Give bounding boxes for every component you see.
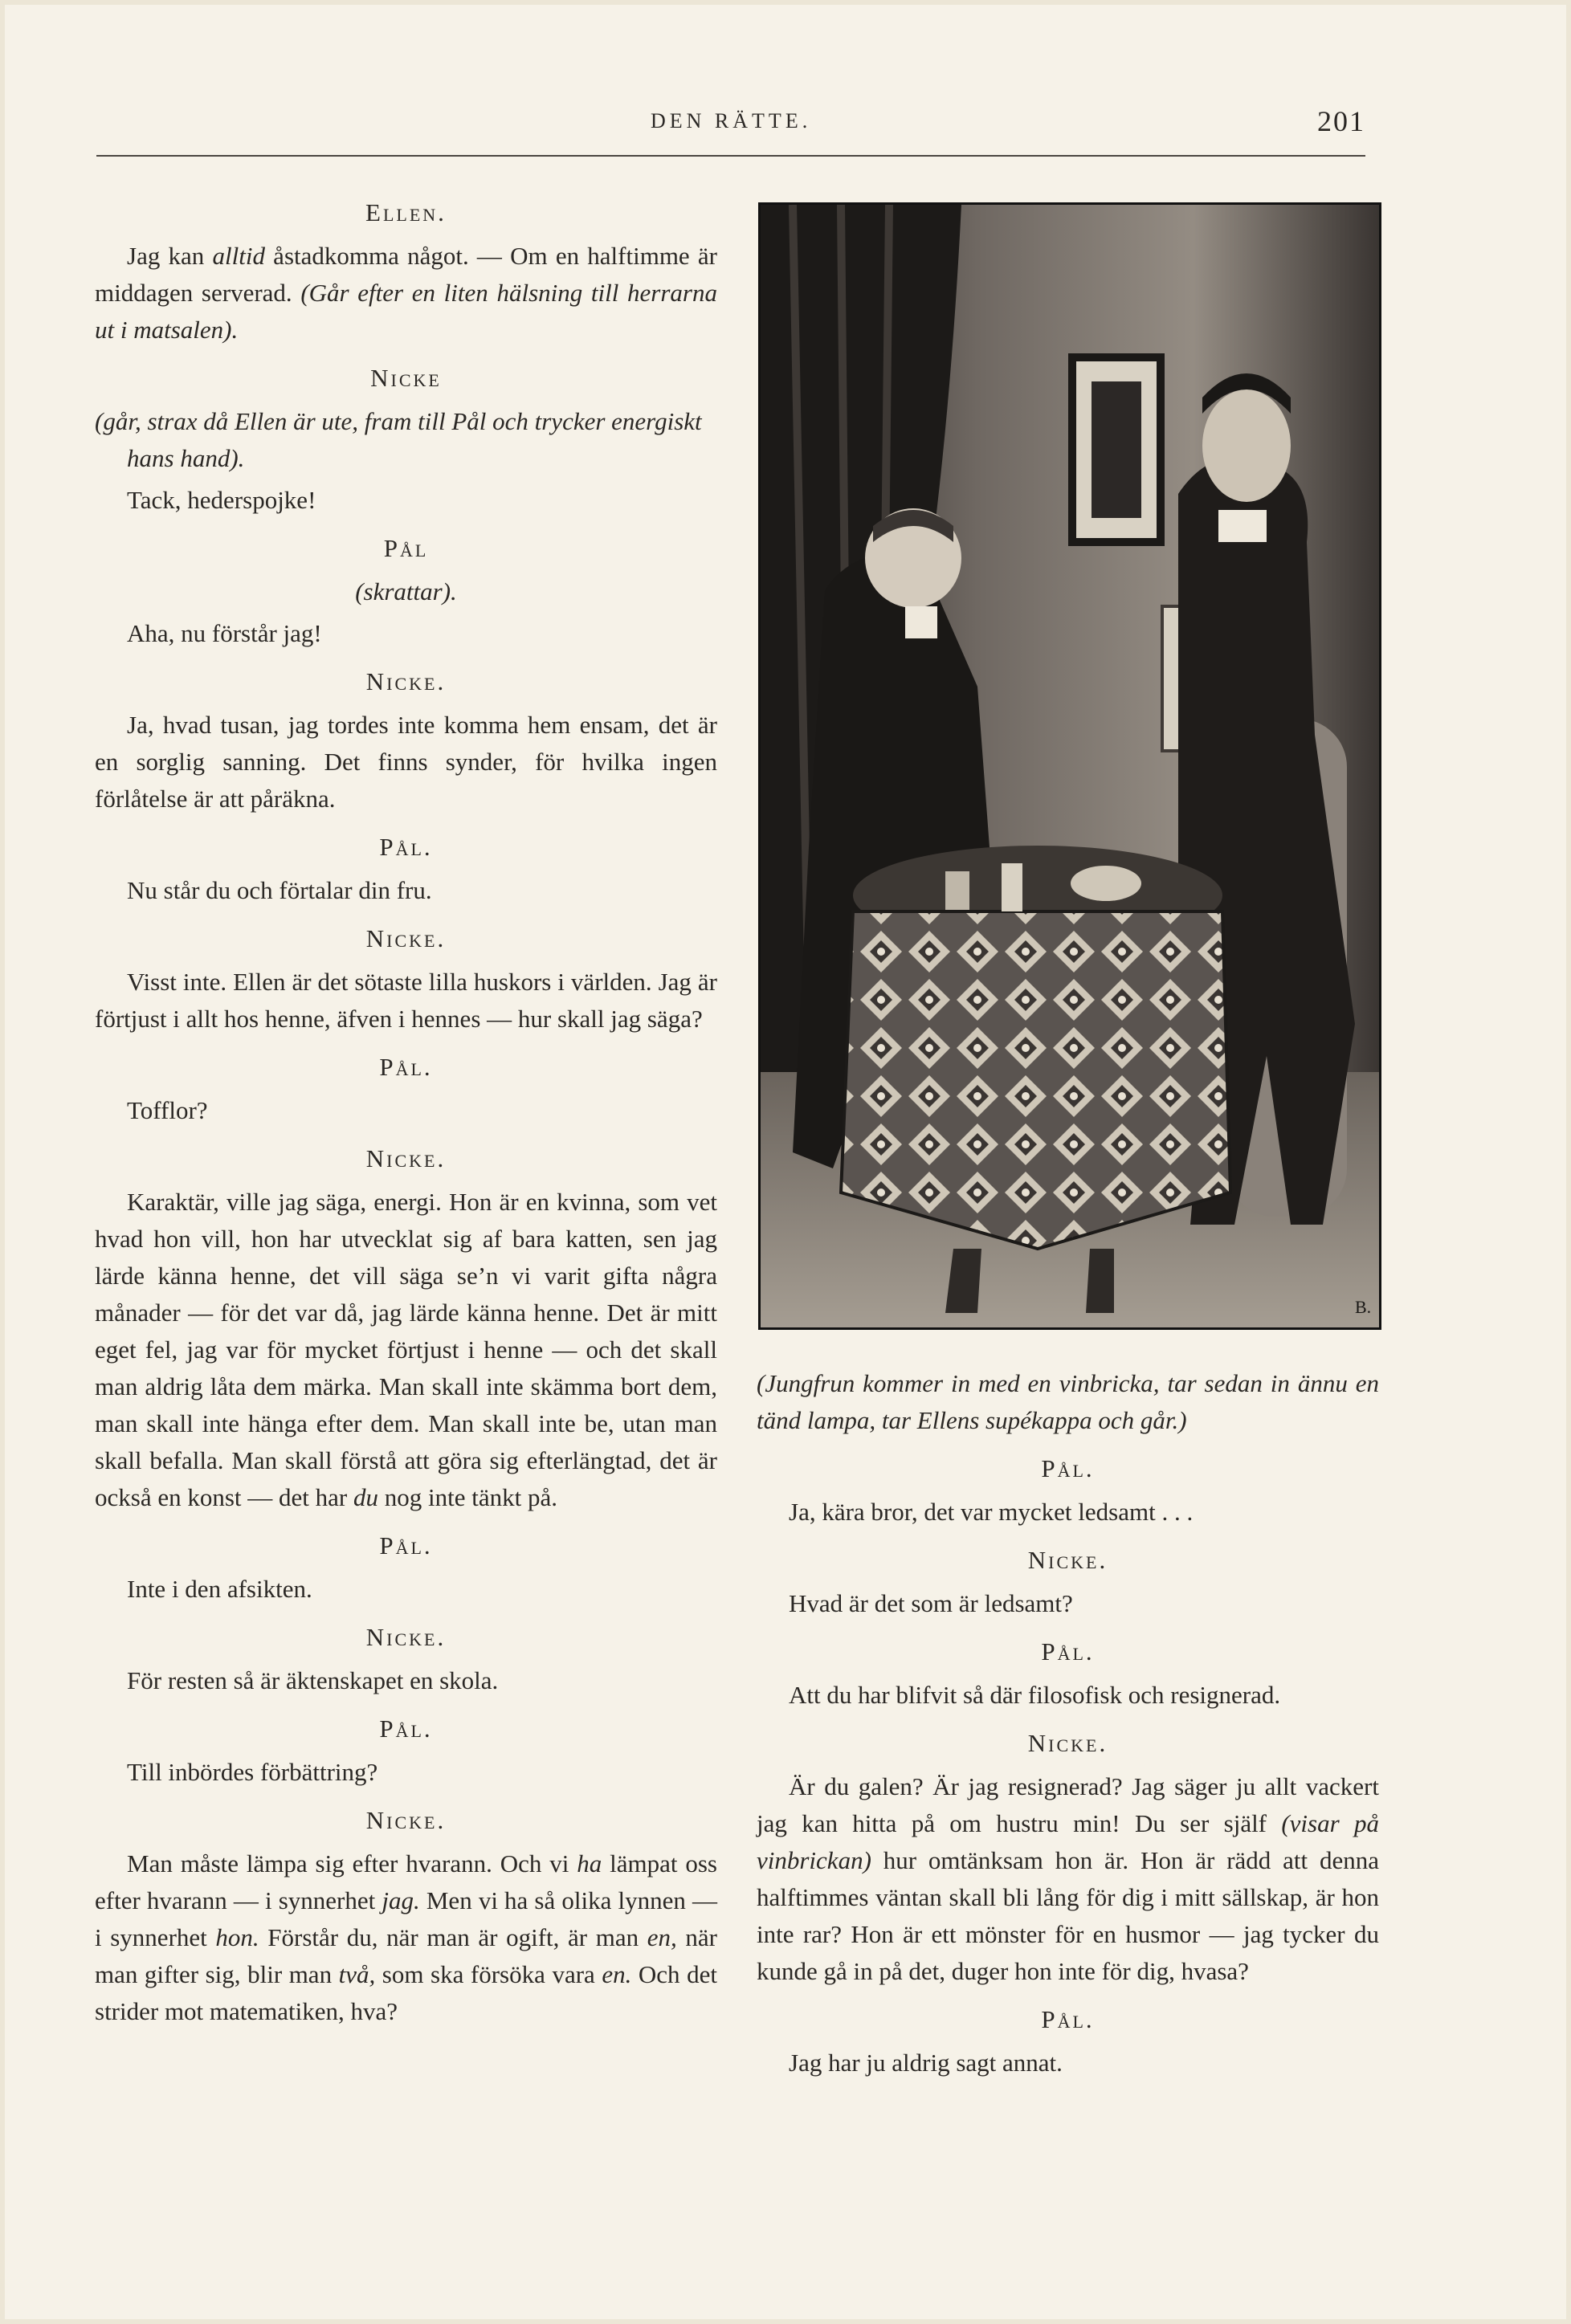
right-column — [757, 1365, 1379, 2081]
text-run: Ja, hvad tusan, jag tordes inte komma hem ensam, det är en sorglig sanning. Det finns synder, för hvilka ingen förlåtelse är att påräkna. — [95, 711, 717, 813]
text-run: Förstår du, när man är ogift, är man — [259, 1923, 647, 1951]
italic-run: du — [353, 1483, 378, 1511]
dialogue-paragraph — [95, 1662, 717, 1699]
text-run: Tofflor? — [127, 1096, 208, 1124]
italic-run: (Går efter en liten hälsning till herrarna ut i matsalen). — [95, 279, 717, 344]
speaker-name: Pål. — [1041, 1454, 1095, 1482]
text-run: Aha, nu förstår jag! — [127, 619, 322, 647]
speaker-name: Nicke. — [365, 1623, 447, 1651]
running-head — [96, 104, 1365, 153]
dialogue-paragraph — [95, 707, 717, 817]
dialogue-paragraph — [95, 238, 717, 349]
dialogue-paragraph — [757, 2045, 1379, 2081]
text-run: Hvad är det som är ledsamt? — [789, 1589, 1073, 1617]
engraving-image — [761, 205, 1379, 1327]
dialogue-paragraph — [757, 1768, 1379, 1990]
page-number: 201 — [1317, 105, 1365, 137]
speaker-name: Pål. — [379, 1053, 433, 1081]
dialogue-paragraph — [95, 482, 717, 519]
text-run: Ja, kära bror, det var mycket ledsamt . . . — [789, 1498, 1194, 1526]
text-run: hur omtänksam hon är. Hon är rädd att denna halftimmes väntan skall bli lång för dig i mitt sällskap, är hon inte rar? Hon är ett mönster för en husmor — jag tycker du kunde gå in på det, duger hon inte för dig, hvasa? — [757, 1846, 1379, 1985]
left-column — [95, 183, 717, 2030]
speaker-name: Nicke. — [1027, 1546, 1108, 1574]
italic-run: jag. — [382, 1886, 420, 1914]
text-run: För resten så är äktenskapet en skola. — [127, 1666, 499, 1694]
dialogue-paragraph — [95, 1092, 717, 1129]
italic-run: två, — [338, 1960, 376, 1988]
text-run: Man måste lämpa sig efter hvarann. Och vi — [127, 1849, 577, 1878]
stage-direction: (skrattar). — [355, 577, 457, 605]
italic-run: alltid — [212, 242, 265, 270]
text-run: Att du har blifvit så där filosofisk och resignerad. — [789, 1681, 1281, 1709]
dialogue-paragraph — [757, 1494, 1379, 1531]
text-run: Inte i den afsikten. — [127, 1575, 312, 1603]
dialogue-paragraph — [757, 1677, 1379, 1714]
dialogue-paragraph — [95, 964, 717, 1038]
italic-run: en. — [602, 1960, 632, 1988]
speaker-name: Pål. — [1041, 2005, 1095, 2033]
text-run: Karaktär, ville jag säga, energi. Hon är en kvinna, som vet hvad hon vill, hon har utvecklat sig af bara katten, sen jag lärde känna henne, det vill säga se’n vi varit gifta några månader — för det var då, jag lärde känna henne. Det är mitt eget fel, jag var för mycket förtjust i henne — och det skall man aldrig låta dem märka. Man skall inte skämma bort dem, man skall inte hänga efter dem. Man skall inte be, utan man skall befalla. Man skall förstå att göra sig efterlängtad, det är också en konst — det har — [95, 1188, 717, 1511]
speaker-name: Pål. — [379, 1531, 433, 1560]
dialogue-paragraph — [95, 1184, 717, 1516]
italic-run: (visar på vinbrickan) — [757, 1809, 1379, 1874]
speaker-name: Pål — [383, 534, 429, 562]
speaker-name: Nicke. — [1027, 1729, 1108, 1757]
speaker-name: Pål. — [1041, 1637, 1095, 1666]
text-run: Och det strider mot matematiken, hva? — [95, 1960, 717, 2025]
illustration — [758, 202, 1381, 1330]
speaker-name: Nicke. — [365, 1806, 447, 1834]
italic-run: en, — [647, 1923, 677, 1951]
illustrator-signature: B. — [1355, 1297, 1372, 1317]
dialogue-paragraph — [95, 872, 717, 909]
stage-direction: (går, strax då Ellen är ute, fram till Pål och trycker energiskt hans hand). — [95, 407, 702, 472]
stage-direction: (Jungfrun kommer in med en vinbricka, tar sedan in ännu en tänd lampa, tar Ellens supékappa och går.) — [757, 1369, 1379, 1434]
dialogue-paragraph — [757, 1585, 1379, 1622]
text-run: Tack, hederspojke! — [127, 486, 316, 514]
text-run: Är du galen? Är jag resignerad? Jag säger ju allt vackert jag kan hitta på om hustru min! Du ser själf — [757, 1772, 1379, 1837]
text-run: Nu står du och förtalar din fru. — [127, 876, 432, 904]
header-rule — [96, 155, 1365, 157]
text-run: Jag kan — [127, 242, 213, 270]
speaker-name: Nicke — [370, 364, 442, 392]
italic-run: ha — [577, 1849, 602, 1878]
text-run: Till inbördes förbättring? — [127, 1758, 378, 1786]
running-head-title: DEN RÄTTE. — [651, 109, 812, 133]
dialogue-paragraph — [95, 615, 717, 652]
speaker-name: Nicke. — [365, 1144, 447, 1172]
speaker-name: Nicke. — [365, 924, 447, 952]
text-run: Jag har ju aldrig sagt annat. — [789, 2049, 1063, 2077]
speaker-name: Pål. — [379, 1714, 433, 1743]
text-run: åstadkomma något. — Om en halftimme är middagen serverad. — [95, 242, 717, 307]
speaker-name: Nicke. — [365, 667, 447, 695]
dialogue-paragraph — [95, 1845, 717, 2030]
speaker-name: Pål. — [379, 833, 433, 861]
text-run: lämpat oss efter hvarann — i synnerhet — [95, 1849, 717, 1914]
text-run: nog inte tänkt på. — [377, 1483, 557, 1511]
italic-run: hon. — [215, 1923, 259, 1951]
text-run: när man gifter sig, blir man — [95, 1923, 717, 1988]
dialogue-paragraph — [95, 1571, 717, 1608]
text-run: som ska försöka vara — [375, 1960, 602, 1988]
text-run: Men vi ha så olika lynnen — i synnerhet — [95, 1886, 717, 1951]
text-run: Visst inte. Ellen är det sötaste lilla huskors i världen. Jag är förtjust i allt hos henne, äfven i hennes — hur skall jag säga? — [95, 968, 717, 1033]
dialogue-paragraph — [95, 1754, 717, 1791]
speaker-name: Ellen. — [365, 198, 447, 226]
